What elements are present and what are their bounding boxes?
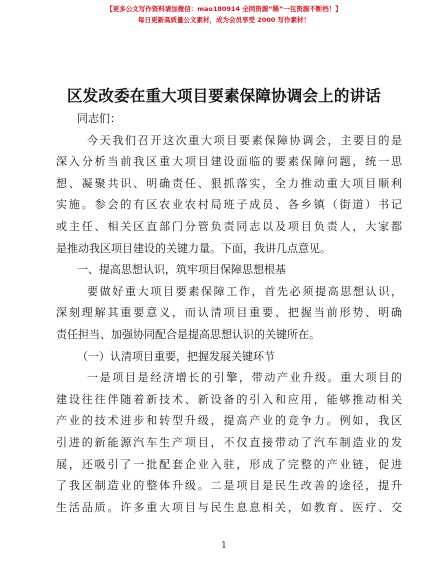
promo-banner	[0, 4, 448, 26]
paragraph-line: 想、凝聚共识、明确责任、狠抓落实，全力推动重大项目顺利	[56, 176, 402, 190]
document-title: 区发改委在重大项目要素保障协调会上的讲话	[66, 87, 381, 105]
paragraph-line: 深刻理解其重要意义，而认清项目重要、把握当前形势、明确	[56, 306, 402, 320]
page-number: 1	[221, 541, 227, 551]
paragraph-line: 深入分析当前我区重大项目建设面临的要素保障问题，统一思	[56, 155, 402, 169]
salutation: 同志们：	[77, 112, 121, 125]
paragraph-line: 了我区制造业的整体升级。二是项目是民生改善的途径，提升	[56, 479, 402, 493]
paragraph-line: 建设往往伴随着新技术、新设备的引入和应用，能够推动相关	[56, 392, 402, 406]
paragraph-line: 要做好重大项目要素保障工作，首先必须提高思想认识，	[87, 284, 402, 298]
paragraph-line: 今天我们召开这次重大项目要素保障协调会，主要目的是	[87, 133, 402, 147]
paragraph-line: 责任担当、加强协同配合是提高思想认识的关键所在。	[56, 327, 320, 341]
paragraph-line: 实施。参会的有区农业农村局班子成员、各乡镇（街道）书记	[56, 198, 402, 212]
subsection-heading: （一）认清项目重要，把握发展关键环节	[77, 349, 275, 363]
document-body	[56, 108, 402, 518]
paragraph-line: 展，还吸引了一批配套企业入驻，形成了完整的产业链，促进	[56, 457, 402, 471]
paragraph-line: 一是项目是经济增长的引擎，带动产业升级。重大项目的	[87, 371, 402, 385]
promo-banner-line-1: 【更多公文写作资料请加微信：mao180914 全网资源“稀”一包资源不断档！】	[106, 5, 342, 13]
paragraph-line: 是推动我区项目建设的关键力量。下面，我讲几点意见。	[56, 241, 331, 255]
paragraph-line: 生活品质。许多重大项目与民生息息相关，如教育、医疗、交	[56, 500, 402, 514]
paragraph-line: 或主任、相关区直部门分管负责同志以及项目负责人，大家都	[56, 219, 402, 233]
paragraph-line: 产业的技术进步和转型升级，提高产业的竞争力。例如，我区	[56, 414, 402, 428]
section-heading: 一、提高思想认识，筑牢项目保障思想根基	[77, 263, 286, 277]
paragraph-line: 引进的新能源汽车生产项目，不仅直接带动了汽车制造业的发	[56, 435, 402, 449]
promo-banner-line-2: 每日更新高质量公文素材，成为会员享受 2000 写作素材！	[137, 16, 311, 24]
